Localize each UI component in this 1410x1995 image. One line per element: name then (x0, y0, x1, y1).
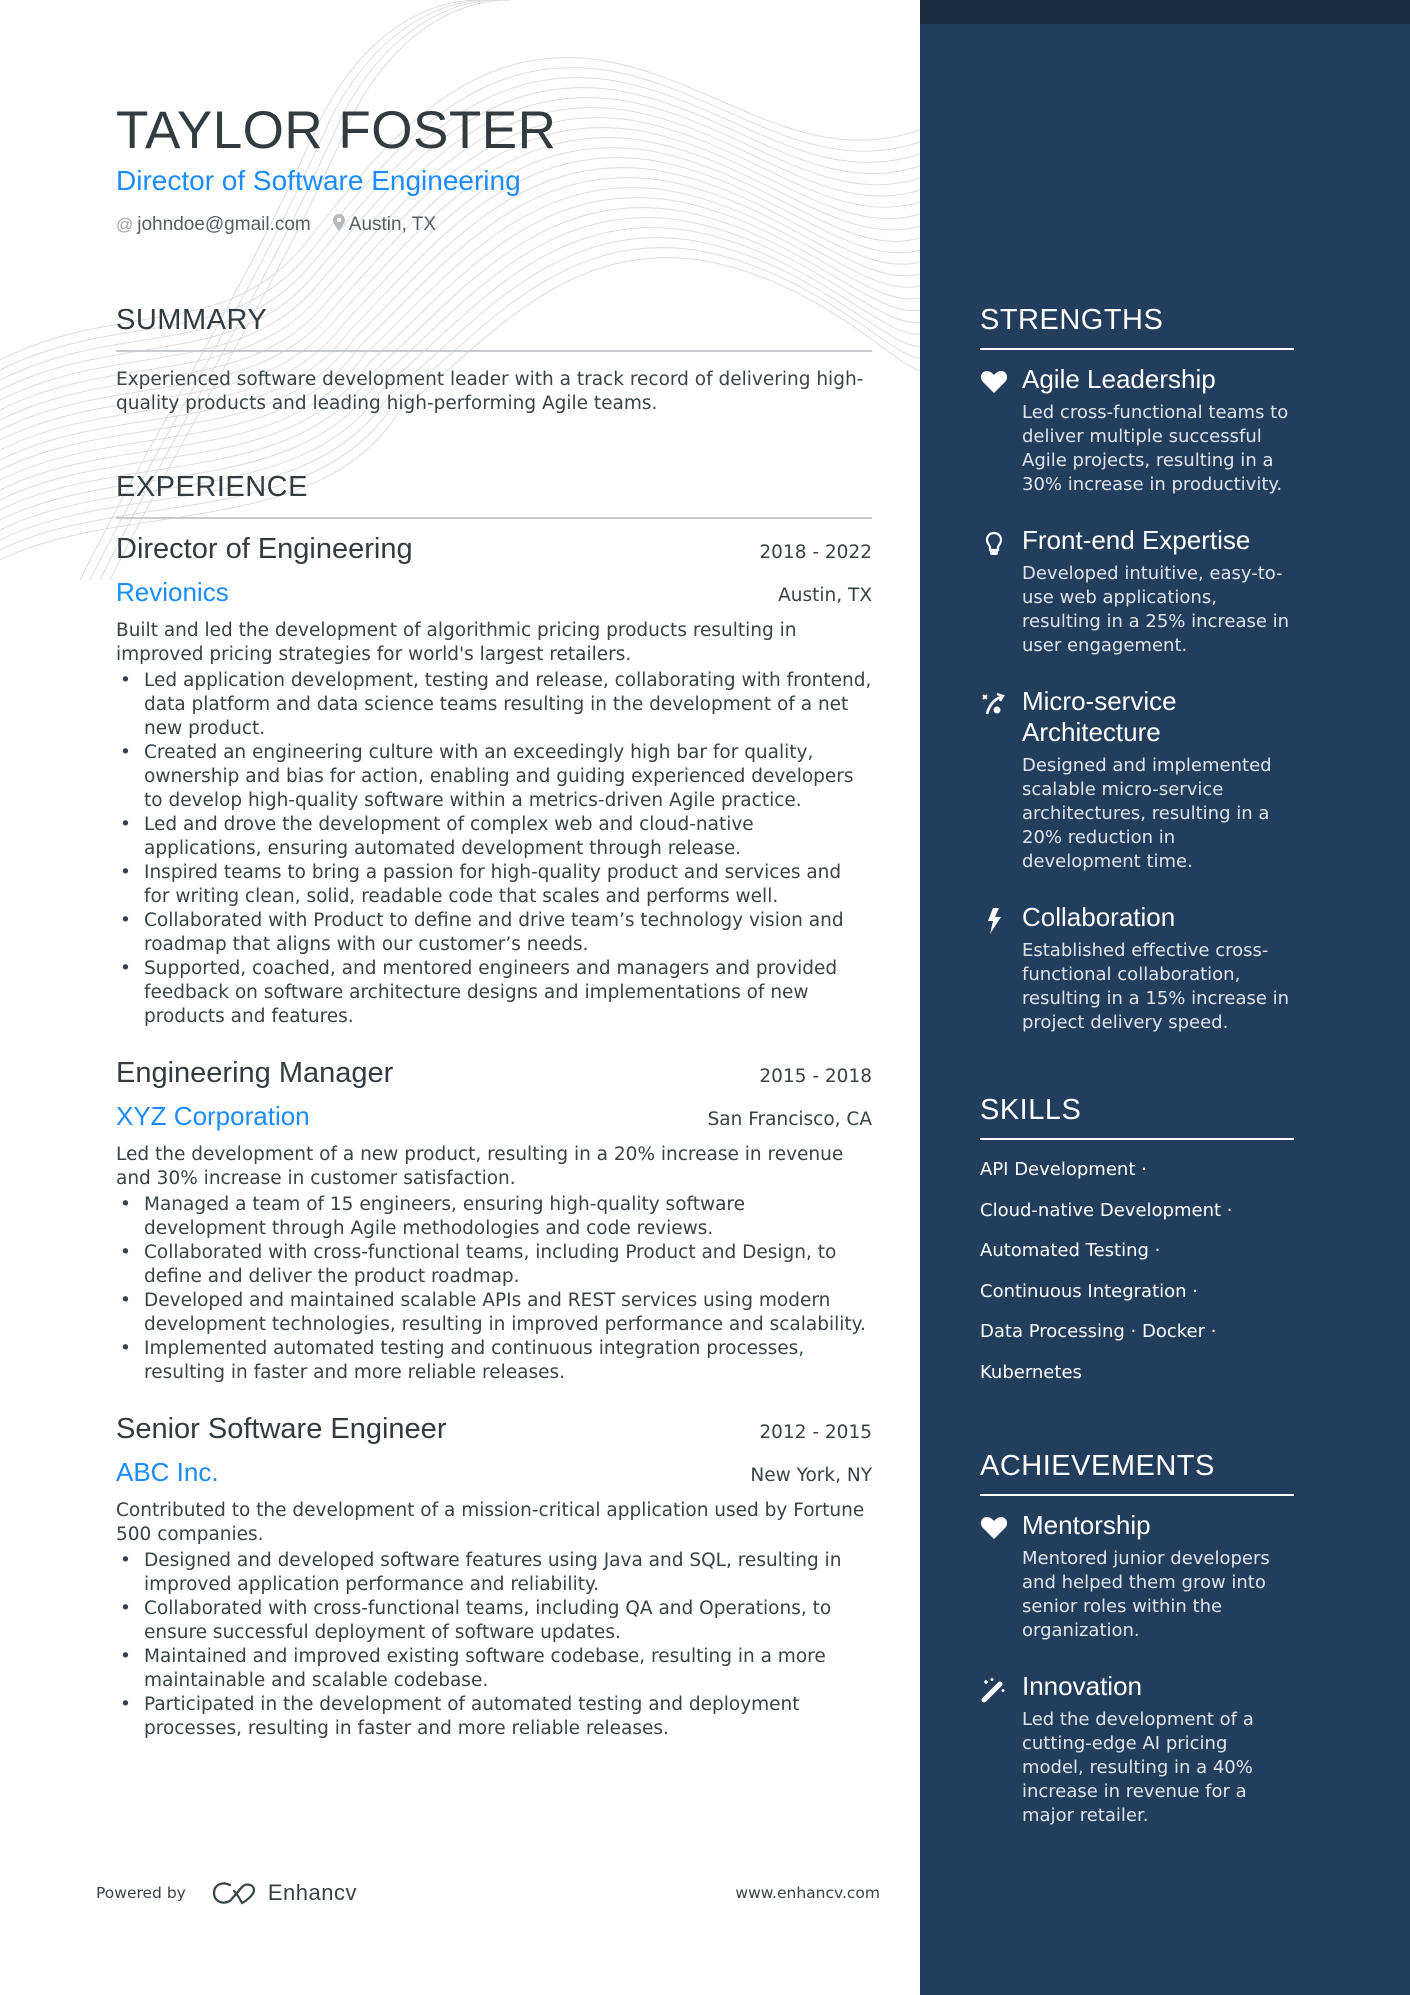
job-entry (116, 1055, 872, 1385)
candidate-name: TAYLOR FOSTER (116, 101, 557, 160)
strength-title: Agile Leadership (1022, 364, 1216, 394)
achievement-item (980, 1671, 1294, 1828)
enhancv-brand-text: Enhancv (267, 1880, 357, 1905)
job-company: ABC Inc. (116, 1457, 219, 1487)
skills-heading: SKILLS (980, 1092, 1294, 1140)
bolt-icon (980, 902, 1008, 1035)
skill-tag: Kubernetes (980, 1361, 1082, 1383)
strength-item (980, 364, 1294, 497)
job-entry (116, 1411, 872, 1741)
skills-section (980, 1092, 1294, 1393)
job-company: Revionics (116, 577, 229, 607)
strength-description: Established effective cross-functional collaboration, resulting in a 15% increase in project delivery speed. (1022, 940, 1290, 1033)
job-entry (116, 531, 872, 1029)
strength-title: Collaboration (1022, 902, 1176, 932)
job-title: Engineering Manager (116, 1057, 394, 1089)
sidebar-top-band (920, 0, 1410, 24)
job-dates: 2018 - 2022 (759, 542, 872, 563)
skill-tag: Automated Testing · (980, 1240, 1161, 1261)
job-description: Led the development of a new product, resulting in a 20% increase in revenue and 30% increase in customer satisfaction. (116, 1144, 844, 1189)
location-text: Austin, TX (348, 214, 437, 235)
job-location: San Francisco, CA (707, 1109, 872, 1130)
enhancv-logo[interactable] (212, 1880, 357, 1906)
skill-tag: Continuous Integration · (980, 1280, 1199, 1302)
at-sign-icon: @ (116, 215, 134, 234)
candidate-title: Director of Software Engineering (116, 165, 521, 196)
summary-text: Experienced software development leader with a track record of delivering high-quality products and leading high-performing Agile teams. (116, 369, 864, 414)
job-bullet: • Collaborated with cross-functional teams, including Product and Design, to define and deliver the product roadmap. (116, 1241, 872, 1289)
job-bullet: • Led application development, testing and release, collaborating with frontend, data platform and data science teams resulting in the development of a net new product. (116, 669, 872, 741)
strength-item (980, 525, 1294, 658)
strengths-heading: STRENGTHS (980, 302, 1294, 350)
resume-header (116, 100, 876, 236)
experience-section (116, 469, 872, 1741)
lightbulb-icon (980, 525, 1008, 658)
job-bullet: • Supported, coached, and mentored engineers and managers and provided feedback on software architecture designs and implementations of new products and features. (116, 957, 872, 1029)
strength-title: Front-end Expertise (1022, 525, 1251, 555)
powered-by (96, 1880, 357, 1906)
website-link[interactable]: www.enhancv.com (735, 1884, 880, 1902)
job-description: Contributed to the development of a mission-critical application used by Fortune 500 companies. (116, 1500, 865, 1545)
job-bullet: • Collaborated with Product to define and drive team’s technology vision and roadmap that aligns with our customer’s needs. (116, 909, 872, 957)
job-title: Senior Software Engineer (116, 1413, 447, 1445)
job-dates: 2015 - 2018 (759, 1066, 872, 1087)
skill-tag: Data Processing · Docker · (980, 1321, 1217, 1342)
achievements-heading: ACHIEVEMENTS (980, 1448, 1294, 1496)
job-title: Director of Engineering (116, 533, 413, 565)
skills-list (980, 1150, 1294, 1393)
job-description: Built and led the development of algorithmic pricing products resulting in improved pricing strategies for world's largest retailers. (116, 620, 797, 665)
skill-tag: Cloud-native Development · (980, 1199, 1233, 1221)
achievement-title: Mentorship (1022, 1510, 1151, 1540)
email-contact[interactable] (116, 214, 311, 236)
job-bullet: • Managed a team of 15 engineers, ensuring high-quality software development through Agile methodologies and code reviews. (116, 1193, 872, 1241)
strength-description: Designed and implemented scalable micro-service architectures, resulting in a 20% reduction in development time. (1022, 755, 1272, 872)
strength-item (980, 902, 1294, 1035)
map-pin-icon (333, 214, 345, 236)
job-bullet: • Created an engineering culture with an exceedingly high bar for quality, ownership and bias for action, enabling and guiding experienced developers to develop high-quality software within a metrics-driven Agile practice. (116, 741, 872, 813)
job-bullet: • Implemented automated testing and continuous integration processes, resulting in faster and more reliable releases. (116, 1337, 872, 1385)
achievement-description: Mentored junior developers and helped them grow into senior roles within the organization. (1022, 1548, 1270, 1641)
job-bullet: • Inspired teams to bring a passion for high-quality product and services and for writing clean, solid, readable code that scales and performs well. (116, 861, 872, 909)
job-location: New York, NY (750, 1465, 872, 1486)
skill-tag: API Development · (980, 1159, 1147, 1180)
job-dates: 2012 - 2015 (759, 1422, 872, 1443)
experience-heading: EXPERIENCE (116, 469, 872, 519)
summary-heading: SUMMARY (116, 302, 872, 352)
job-bullet: • Collaborated with cross-functional teams, including QA and Operations, to ensure successful deployment of software updates. (116, 1597, 872, 1645)
job-bullets (116, 1549, 872, 1741)
heart-icon (980, 364, 1008, 497)
route-icon (980, 686, 1008, 874)
email-text[interactable]: johndoe@gmail.com (137, 214, 311, 235)
footer (96, 1880, 880, 1906)
enhancv-logo-icon (212, 1881, 258, 1905)
summary-section (116, 302, 872, 416)
job-bullets (116, 1193, 872, 1385)
achievement-title: Innovation (1022, 1671, 1142, 1701)
location-contact (333, 214, 436, 236)
magic-wand-icon (980, 1671, 1008, 1828)
job-bullet: • Participated in the development of automated testing and deployment processes, resulting in faster and more reliable releases. (116, 1693, 872, 1741)
powered-by-label: Powered by (96, 1884, 186, 1902)
strengths-section (980, 302, 1294, 1035)
job-bullet: • Led and drove the development of complex web and cloud-native applications, ensuring automated development through release. (116, 813, 872, 861)
strength-description: Led cross-functional teams to deliver multiple successful Agile projects, resulting in a 30% increase in productivity. (1022, 402, 1289, 495)
achievement-item (980, 1510, 1294, 1643)
job-bullet: • Developed and maintained scalable APIs and REST services using modern development technologies, resulting in improved performance and scalability. (116, 1289, 872, 1337)
strength-description: Developed intuitive, easy-to-use web applications, resulting in a 25% increase in user engagement. (1022, 563, 1290, 656)
job-company: XYZ Corporation (116, 1101, 310, 1131)
achievement-description: Led the development of a cutting-edge AI pricing model, resulting in a 40% increase in revenue for a major retailer. (1022, 1709, 1254, 1826)
sidebar (920, 0, 1410, 1995)
strength-title: Micro-service Architecture (1022, 686, 1177, 747)
achievements-section (980, 1448, 1294, 1828)
job-bullet: • Maintained and improved existing software codebase, resulting in a more maintainable and scalable codebase. (116, 1645, 872, 1693)
job-bullets (116, 669, 872, 1029)
contact-info (116, 214, 876, 236)
job-location: Austin, TX (778, 585, 872, 606)
heart-icon (980, 1510, 1008, 1643)
job-bullet: • Designed and developed software features using Java and SQL, resulting in improved application performance and reliability. (116, 1549, 872, 1597)
strength-item (980, 686, 1294, 874)
